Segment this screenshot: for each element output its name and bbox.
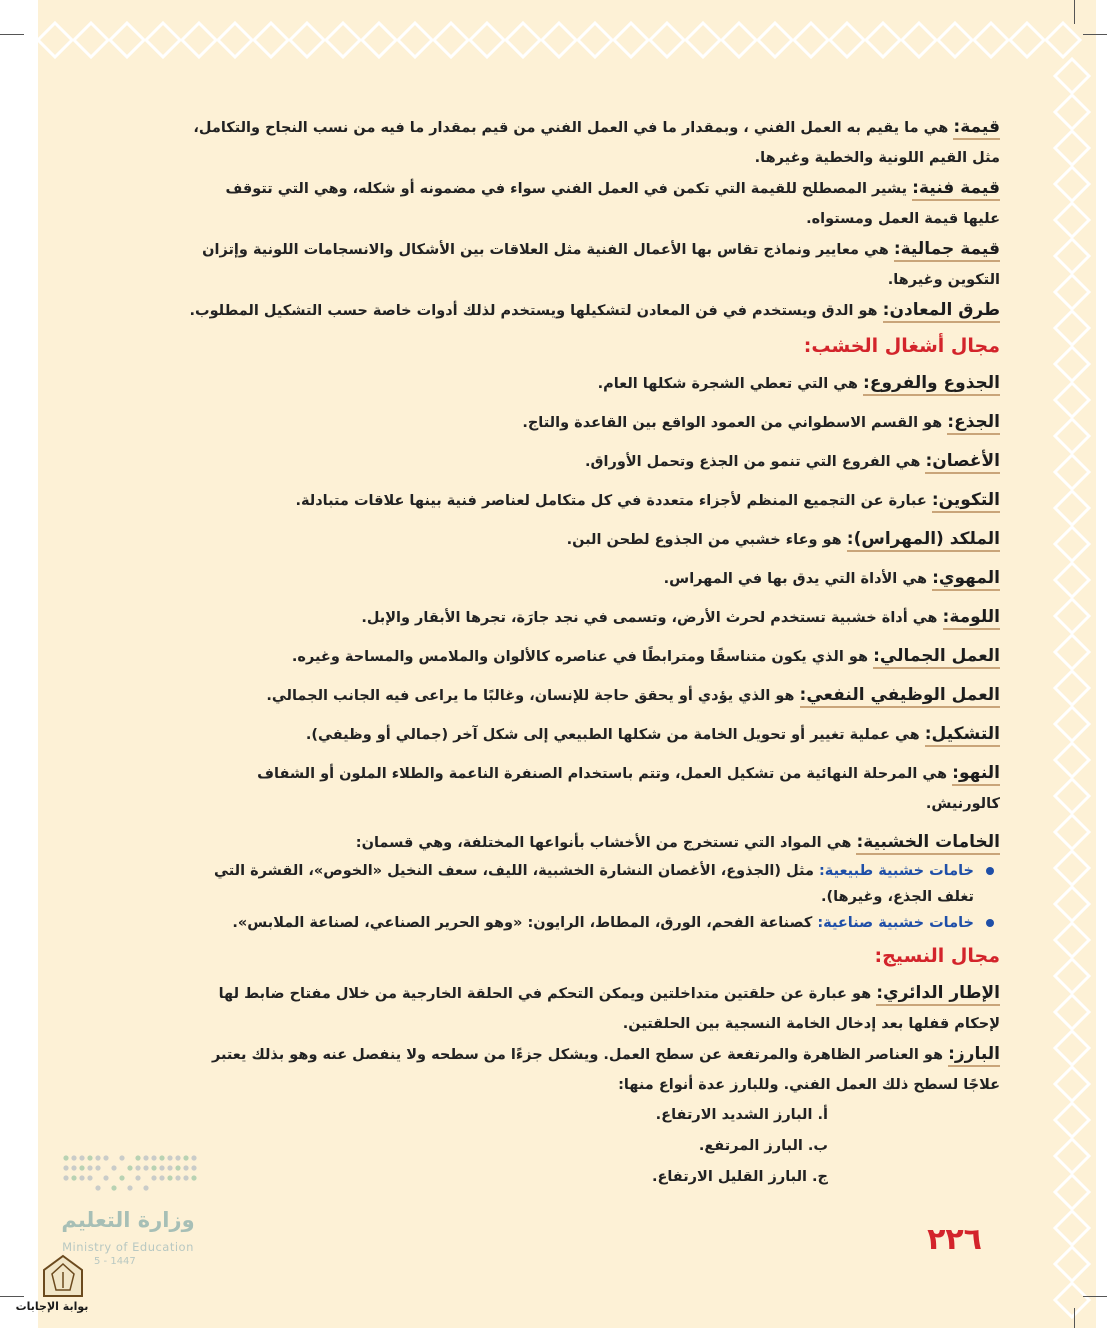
wood-entry [186, 368, 1000, 399]
term-label: طرق المعادن: [883, 300, 1000, 323]
logo-dot [151, 1165, 156, 1170]
bullet-dot-icon [986, 867, 994, 875]
border-diamond [470, 23, 504, 57]
term-text: هي الفروع التي تنمو من الجذع وتحمل الأوراق. [585, 454, 921, 470]
logo-dot [87, 1175, 92, 1180]
term-label: الإطار الدائري: [876, 983, 1000, 1006]
border-diamond [1055, 887, 1089, 921]
ministry-name-arabic: وزارة التعليم [61, 1208, 195, 1232]
logo-dot [151, 1175, 156, 1180]
border-diamond [1055, 1247, 1089, 1281]
term-label: الجذوع والفروع: [863, 373, 1000, 396]
term-text: هو عبارة عن حلقتين متداخلتين ويمكن التحكم في الحلقة الخارجية من خلال مفتاح ضابط لها لإحكام قفلها بعد إدخال الخامة النسجية بين الحلقتين. [218, 986, 1000, 1032]
border-diamond [146, 23, 180, 57]
border-diamond [650, 23, 684, 57]
wood-entry [186, 407, 1000, 438]
border-diamond [434, 23, 468, 57]
term-text: هي المواد التي تستخرج من الأخشاب بأنواعها المختلفة، وهي قسمان: [355, 835, 852, 851]
border-diamond [398, 23, 432, 57]
logo-dot [183, 1165, 188, 1170]
logo-dot [183, 1155, 188, 1160]
bullet-item [186, 858, 1000, 910]
logo-dot [63, 1155, 68, 1160]
weaving-entry [186, 978, 1000, 1039]
logo-dot [135, 1155, 140, 1160]
border-diamond [1055, 1139, 1089, 1173]
term-text: هو الدق ويستخدم في فن المعادن لتشكيلها ويستخدم لذلك أدوات خاصة حسب التشكيل المطلوب. [189, 303, 878, 319]
border-diamond [1055, 635, 1089, 669]
crop-mark [1074, 1308, 1075, 1328]
term-text: هو القسم الاسطواني من العمود الواقع بين القاعدة والتاج. [522, 415, 943, 431]
wood-entry [186, 680, 1000, 711]
wood-entry [186, 602, 1000, 633]
term-text: هي التي تعطي الشجرة شكلها العام. [597, 376, 858, 392]
wood-entry [186, 524, 1000, 555]
term-label: التشكيل: [925, 724, 1000, 747]
logo-dot [175, 1175, 180, 1180]
logo-dot [119, 1155, 124, 1160]
logo-dot [159, 1175, 164, 1180]
section-heading-woodwork: مجال أشغال الخشب: [803, 335, 1000, 357]
bullet-text: مثل (الجذوع، الأغصان النشارة الخشبية، الليف، سعف النخيل «الخوص»، القشرة التي تغلف الجذع، وغيرها). [214, 863, 974, 905]
border-diamond [38, 23, 72, 57]
term-text: هي أداة خشبية تستخدم لحرث الأرض، وتسمى في نجد جارَة، تجرها الأبقار والإبل. [361, 610, 938, 626]
page-number: ٢٢٦ [927, 1222, 982, 1257]
border-diamond [830, 23, 864, 57]
border-diamond [1055, 1283, 1089, 1317]
bullet-text: كصناعة الفحم، الورق، المطاط، الرايون: «وهو الحرير الصناعي، لصناعة الملابس». [232, 915, 813, 931]
border-diamond [1055, 923, 1089, 957]
border-diamond [794, 23, 828, 57]
border-diamond [1055, 455, 1089, 489]
wood-entry [186, 758, 1000, 819]
term-label: الجذع: [947, 412, 1000, 435]
border-diamond [1055, 383, 1089, 417]
term-label: قيمة فنية: [912, 178, 1000, 201]
term-text: هو الذي يؤدي أو يحقق حاجة للإنسان، وغالبًا ما يراعى فيه الجانب الجمالي. [266, 688, 795, 704]
logo-dot [95, 1165, 100, 1170]
logo-dot [135, 1175, 140, 1180]
border-diamond [686, 23, 720, 57]
term-text: هو الذي يكون متناسقًا ومترابطًا في عناصره كالألوان والملامس والمساحة وغيره. [291, 649, 869, 665]
border-diamond [1055, 347, 1089, 381]
term-label: قيمة: [953, 117, 1000, 140]
logo-dot [183, 1175, 188, 1180]
logo-dot [167, 1175, 172, 1180]
bullet-title: خامات خشبية صناعية: [817, 915, 974, 931]
logo-dot [159, 1165, 164, 1170]
border-diamond [1055, 59, 1089, 93]
crop-mark [1083, 34, 1107, 35]
logo-dot [119, 1175, 124, 1180]
logo-dot [63, 1175, 68, 1180]
border-diamond [1055, 95, 1089, 129]
edition-year: 5 - 1447 [94, 1256, 136, 1267]
term-label: البارز: [948, 1044, 1000, 1067]
term-label: قيمة جمالية: [894, 239, 1000, 262]
border-diamond [1055, 311, 1089, 345]
definition-artistic-value [186, 173, 1000, 234]
term-text: يشير المصطلح للقيمة التي تكمن في العمل الفني سواء في مضمونه أو شكله، وهي التي تتوقف عليها قيمة العمل ومستواه. [225, 181, 1000, 227]
relief-type-item: أ. البارز الشديد الارتفاع. [655, 1107, 828, 1123]
border-diamond [1055, 491, 1089, 525]
logo-dot [87, 1155, 92, 1160]
logo-dot [71, 1175, 76, 1180]
border-diamond [218, 23, 252, 57]
logo-dot [71, 1155, 76, 1160]
pen-nib-icon [8, 1252, 118, 1300]
border-diamond [1055, 203, 1089, 237]
border-diamond [1055, 1031, 1089, 1065]
logo-dot [79, 1155, 84, 1160]
border-diamond [902, 23, 936, 57]
border-diamond [1055, 239, 1089, 273]
border-diamond [1055, 743, 1089, 777]
logo-dot [111, 1185, 116, 1190]
border-diamond [362, 23, 396, 57]
wood-entry [186, 563, 1000, 594]
logo-dot [135, 1165, 140, 1170]
weaving-entry [186, 1039, 1000, 1100]
logo-dot [143, 1155, 148, 1160]
term-text: هي الأداة التي يدق بها في المهراس. [663, 571, 928, 587]
textbook-page [38, 0, 1096, 1328]
wood-entry [186, 446, 1000, 477]
term-text: هو وعاء خشبي من الجذوع لطحن البن. [566, 532, 842, 548]
logo-dot [95, 1185, 100, 1190]
logo-dot [87, 1165, 92, 1170]
term-label: الأغصان: [925, 451, 1000, 474]
term-text: هي المرحلة النهائية من تشكيل العمل، وتتم باستخدام الصنفرة الناعمة والطلاء الملون أو الشفاف كالورنيش. [257, 766, 1000, 812]
border-diamond [542, 23, 576, 57]
ministry-logo-icon [60, 1152, 200, 1202]
border-diamond [1055, 599, 1089, 633]
logo-dot [175, 1165, 180, 1170]
border-diamond [974, 23, 1008, 57]
wood-entry [186, 641, 1000, 672]
logo-dot [151, 1155, 156, 1160]
definition-value [186, 112, 1000, 173]
relief-type-item: ب. البارز المرتفع. [698, 1138, 828, 1154]
logo-dot [127, 1165, 132, 1170]
border-diamond [1055, 1175, 1089, 1209]
border-diamond [110, 23, 144, 57]
definition-aesthetic-value [186, 234, 1000, 295]
logo-dot [175, 1155, 180, 1160]
logo-dot [191, 1175, 196, 1180]
wood-entry [186, 719, 1000, 750]
border-diamond [614, 23, 648, 57]
border-diamond [1055, 1067, 1089, 1101]
logo-dot [167, 1155, 172, 1160]
ministry-name-english: Ministry of Education [62, 1240, 194, 1254]
border-diamond [326, 23, 360, 57]
border-diamond [182, 23, 216, 57]
border-diamond [1055, 815, 1089, 849]
border-diamond [578, 23, 612, 57]
border-diamond [758, 23, 792, 57]
wood-entry [186, 485, 1000, 516]
logo-dot [191, 1155, 196, 1160]
bullet-title: خامات خشبية طبيعية: [818, 863, 974, 879]
logo-dot [103, 1155, 108, 1160]
term-text: هو العناصر الظاهرة والمرتفعة عن سطح العمل. ويشكل جزءًا من سطحه ولا ينفصل عنه وهو بذلك يعتبر علاجًا لسطح ذلك العمل الفني. وللبارز عدة أنواع منها: [211, 1047, 1000, 1093]
logo-dot [111, 1165, 116, 1170]
term-text: هي عملية تغيير أو تحويل الخامة من شكلها الطبيعي إلى شكل آخر (جمالي أو وظيفي). [305, 727, 920, 743]
border-diamond [1055, 707, 1089, 741]
border-diamond [506, 23, 540, 57]
term-label: المهوي: [932, 568, 1000, 591]
bullet-item [186, 910, 1000, 936]
wood-entry [186, 827, 1000, 858]
border-diamond [1055, 671, 1089, 705]
border-diamond [290, 23, 324, 57]
logo-dot [79, 1175, 84, 1180]
crop-mark [0, 34, 24, 35]
relief-type-item: ج. البارز القليل الارتفاع. [651, 1169, 828, 1185]
border-diamond [1055, 527, 1089, 561]
watermark-text: بوابة الإجابات [15, 1300, 89, 1313]
border-diamond [1055, 563, 1089, 597]
page-content [186, 112, 1000, 1193]
logo-dot [167, 1165, 172, 1170]
border-diamond [866, 23, 900, 57]
logo-dot [191, 1165, 196, 1170]
term-label: النهو: [952, 763, 1000, 786]
term-text: هي معايير ونماذج تقاس بها الأعمال الفنية مثل العلاقات بين الأشكال والانسجامات اللونية وإتزان التكوين وغيرها. [202, 242, 1000, 288]
logo-dot [159, 1155, 164, 1160]
term-text: عبارة عن التجميع المنظم لأجزاء متعددة في كل متكامل لعناصر فنية بينها علاقات متبادلة. [295, 493, 927, 509]
term-label: الملكد (المهراس): [847, 529, 1000, 552]
border-diamond [1046, 23, 1080, 57]
logo-dot [63, 1165, 68, 1170]
border-diamond [1055, 1103, 1089, 1137]
border-diamond [722, 23, 756, 57]
border-diamond [1055, 959, 1089, 993]
logo-dot [127, 1185, 132, 1190]
logo-dot [143, 1185, 148, 1190]
term-label: اللومة: [943, 607, 1000, 630]
term-text: هي ما يقيم به العمل الفني ، وبمقدار ما في العمل الفني من قيم بمقدار ما فيه من نسب النجاح والتكامل، مثل القيم اللونية والخطية وغيرها. [193, 120, 1000, 166]
term-label: الخامات الخشبية: [856, 832, 1000, 855]
border-diamond [938, 23, 972, 57]
border-diamond [1055, 779, 1089, 813]
logo-dot [143, 1165, 148, 1170]
border-diamond [254, 23, 288, 57]
section-heading-weaving: مجال النسيج: [874, 945, 1000, 967]
border-diamond [74, 23, 108, 57]
crop-mark [1083, 1296, 1107, 1297]
term-label: العمل الجمالي: [873, 646, 1000, 669]
border-diamond [1055, 131, 1089, 165]
border-diamond [1055, 995, 1089, 1029]
border-diamond [1055, 1211, 1089, 1245]
border-diamond [1055, 275, 1089, 309]
logo-dot [103, 1175, 108, 1180]
crop-mark [1074, 0, 1075, 24]
logo-dot [95, 1155, 100, 1160]
logo-dot [71, 1165, 76, 1170]
border-diamond [1055, 167, 1089, 201]
logo-dot [79, 1165, 84, 1170]
bullet-dot-icon [986, 919, 994, 927]
border-diamond [1010, 23, 1044, 57]
definition-metal-hammering [186, 295, 1000, 326]
term-label: العمل الوظيفي النفعي: [800, 685, 1000, 708]
border-diamond [1055, 419, 1089, 453]
term-label: التكوين: [932, 490, 1000, 513]
border-diamond [1055, 851, 1089, 885]
